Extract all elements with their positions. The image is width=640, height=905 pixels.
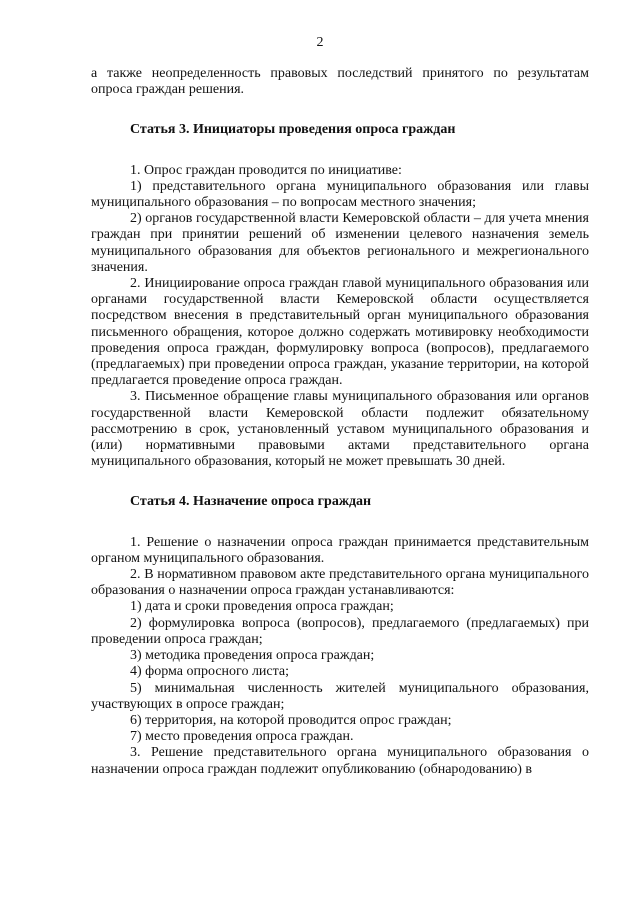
- article-4-paragraph-1: 1. Решение о назначении опроса граждан принимается представительным органом муниципального образования.: [91, 534, 589, 566]
- spacer: [91, 511, 589, 535]
- page-number: 2: [316, 35, 324, 50]
- spacer: [91, 98, 589, 122]
- article-3-item-2: 2) органов государственной власти Кемеровской области – для учета мнения граждан при принятии решений об изменении целевого назначения земель муниципального образования для объектов регионального и межрегионального значения.: [91, 211, 589, 275]
- article-4-item-6: 6) территория, на которой проводится опрос граждан;: [130, 712, 452, 728]
- article-4-item-7: 7) место проведения опроса граждан.: [130, 729, 354, 745]
- article-4-title: Статья 4. Назначение опроса граждан: [130, 494, 372, 510]
- article-4-item-5: 5) минимальная численность жителей муниципального образования, участвующих в опросе граждан;: [91, 680, 589, 712]
- document-body: [91, 66, 589, 778]
- article-4-paragraph-3: 3. Решение представительного органа муниципального образования о назначении опроса граждан подлежит опубликованию (обнародованию) в: [91, 745, 589, 777]
- article-3-item-1: 1) представительного органа муниципального образования или главы муниципального образования – по вопросам местного значения;: [91, 178, 589, 211]
- spacer: [91, 470, 589, 494]
- article-4-paragraph-2: 2. В нормативном правовом акте представительного органа муниципального образования о назначении опроса граждан устанавливаются:: [91, 567, 589, 599]
- intro-paragraph: а также неопределенность правовых последствий принятого по результатам опроса граждан решения.: [91, 66, 589, 98]
- article-4-item-3: 3) методика проведения опроса граждан;: [130, 648, 375, 664]
- article-3-title: Статья 3. Инициаторы проведения опроса граждан: [130, 122, 456, 138]
- spacer: [91, 139, 589, 163]
- article-3-paragraph-3: 3. Письменное обращение главы муниципального образования или органов государственной власти Кемеровской области подлежит обязательному рассмотрению в срок, установленный уставом муниципального образования и (или) нормативными правовыми актами представительного органа муниципального образования, который не может превышать 30 дней.: [91, 389, 589, 470]
- article-4-item-1: 1) дата и сроки проведения опроса граждан;: [130, 599, 394, 615]
- article-3-paragraph-1: 1. Опрос граждан проводится по инициативе:: [130, 162, 402, 178]
- article-3-paragraph-2: 2. Инициирование опроса граждан главой муниципального образования или органами государственной власти Кемеровской области осуществляется посредством внесения в представительный орган муниципального образования письменного обращения, которое должно содержать мотивировку необходимости проведения опроса граждан, формулировку вопроса (вопросов), предлагаемого (предлагаемых) при проведении опроса граждан, указание территории, на которой предлагается проведение опроса граждан.: [91, 276, 589, 389]
- article-4-item-2: 2) формулировка вопроса (вопросов), предлагаемого (предлагаемых) при проведении опроса граждан;: [91, 615, 589, 647]
- article-4-item-4: 4) форма опросного листа;: [130, 664, 290, 680]
